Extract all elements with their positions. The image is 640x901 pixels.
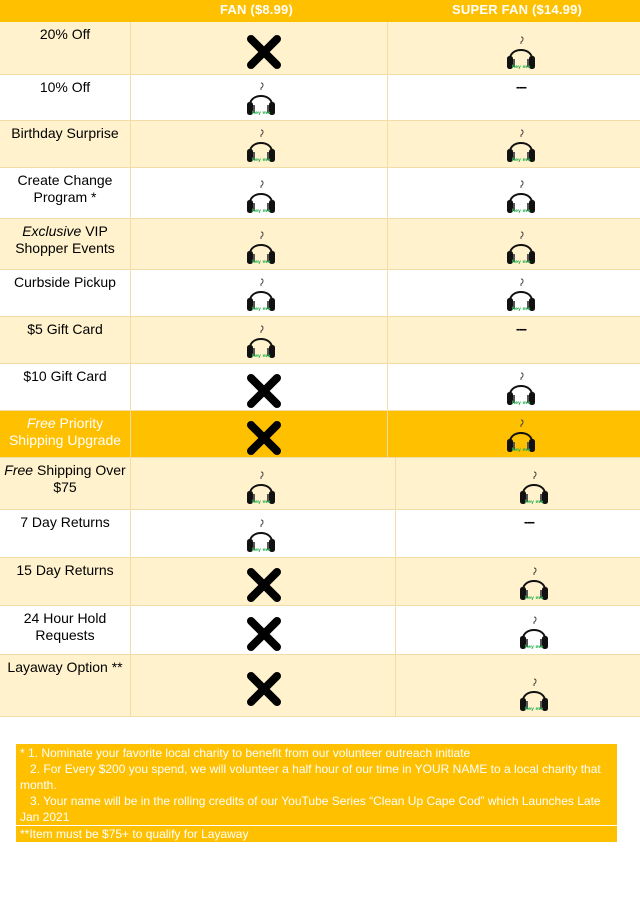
feature-label-text: 24 Hour Hold Requests [23,610,107,643]
svg-text:hey me: hey me [251,111,271,116]
svg-text:hey me: hey me [511,260,531,265]
svg-text:hey me: hey me [511,158,531,163]
fan-cell [130,219,387,269]
super-fan-tier-heading: SUPER FAN ($14.99) [452,2,583,17]
footnote-2: 2. For Every $200 you spend, we will volunteer a half hour of our time in YOUR NAME to a local charity that month. [20,762,605,792]
feature-label-italic: Free [4,462,34,478]
fan-cell [130,411,387,457]
svg-text:hey me: hey me [511,65,531,70]
feature-label-italic: Exclusive [22,223,82,239]
feature-label [0,168,130,218]
x-cross-icon [246,616,282,657]
fan-cell [130,317,387,363]
feature-label [0,121,130,167]
super-fan-cell [387,411,640,457]
feature-label-text: Birthday Surprise [11,125,119,141]
table-row [0,606,640,655]
headphones-icon [246,81,276,122]
svg-text:hey me: hey me [524,645,544,650]
feature-label-text: $5 Gift Card [27,321,103,337]
table-header [0,0,640,22]
super-fan-cell [387,219,640,269]
feature-label-text: 10% Off [39,79,91,95]
headphones-icon [506,35,536,76]
feature-label-text: Layaway Option ** [7,659,123,675]
super-fan-cell [387,75,640,120]
headphones-icon [246,128,276,169]
fan-cell [130,75,387,120]
fan-tier-heading: FAN ($8.99) [220,2,294,17]
feature-label-text: 7 Day Returns [20,514,110,530]
svg-text:hey me: hey me [511,307,531,312]
headphones-icon [519,566,549,607]
table-row [0,121,640,168]
feature-label-text: Priority Shipping Upgrade [8,415,122,448]
svg-text:hey me: hey me [251,260,271,265]
headphones-icon [246,518,276,559]
feature-label-text: 15 Day Returns [16,562,114,578]
svg-text:hey me: hey me [524,707,544,712]
super-fan-cell [387,168,640,218]
feature-label [0,558,130,605]
table-row [0,655,640,717]
feature-label [0,606,130,654]
headphones-icon [246,324,276,365]
headphones-icon [246,230,276,271]
svg-text:hey me: hey me [251,548,271,553]
table-row [0,510,640,558]
svg-text:hey me: hey me [511,401,531,406]
headphones-icon [506,230,536,271]
headphones-icon [519,615,549,656]
footnote-1: * 1. Nominate your favorite local charity to benefit from our volunteer outreach initiate [20,746,471,760]
table-row [0,75,640,121]
fan-cell [130,22,387,74]
table-row [0,364,640,411]
not-applicable-dash: --- [524,514,534,529]
svg-text:hey me: hey me [511,448,531,453]
footnote-3: 3. Your name will be in the rolling credits of our YouTube Series “Clean Up Cape Cod” which Launches Late Jan 2021 [20,794,604,824]
fan-cell [130,168,387,218]
fan-cell [130,121,387,167]
x-cross-icon [246,671,282,712]
svg-text:hey me: hey me [251,158,271,163]
feature-label [0,411,130,457]
super-fan-cell [387,270,640,316]
fan-cell [130,364,387,410]
super-fan-cell [395,458,640,509]
feature-label-text: Create Change Program * [17,172,113,205]
table-row [0,558,640,606]
feature-label [0,317,130,363]
feature-label-italic: Free [26,415,56,431]
headphones-icon [246,470,276,511]
feature-label [0,219,130,269]
feature-label-text: 20% Off [39,26,91,42]
x-cross-icon [246,373,282,414]
feature-label [0,22,130,74]
fan-cell [130,458,395,509]
headphones-icon [519,677,549,718]
fan-cell [130,558,395,605]
feature-label [0,655,130,716]
svg-text:hey me: hey me [251,307,271,312]
headphones-icon [519,470,549,511]
feature-label [0,75,130,120]
feature-label-text: Shipping Over $75 [33,462,126,495]
feature-label-text: Curbside Pickup [14,274,116,290]
table-row [0,411,640,458]
table-row [0,270,640,317]
feature-label-text: VIP Shopper Events [15,223,115,256]
fan-cell [130,510,395,557]
headphones-icon [506,128,536,169]
fan-cell [130,606,395,654]
feature-label [0,510,130,557]
fan-cell [130,655,395,716]
feature-label [0,364,130,410]
headphones-icon [506,277,536,318]
table-row [0,458,640,510]
fan-cell [130,270,387,316]
footnote-layaway: **Item must be $75+ to qualify for Layaway [16,825,617,842]
x-cross-icon [246,420,282,461]
footnotes [16,744,617,842]
svg-text:hey me: hey me [524,500,544,505]
feature-label [0,270,130,316]
svg-text:hey me: hey me [251,209,271,214]
feature-label [0,458,130,509]
svg-text:hey me: hey me [524,596,544,601]
table-row [0,317,640,364]
svg-text:hey me: hey me [251,500,271,505]
super-fan-cell [387,22,640,74]
headphones-icon [506,371,536,412]
x-cross-icon [246,34,282,75]
table-row [0,22,640,75]
super-fan-cell [387,121,640,167]
super-fan-cell [395,510,640,557]
svg-text:hey me: hey me [251,354,271,359]
super-fan-cell [395,606,640,654]
feature-label-text: $10 Gift Card [23,368,107,384]
not-applicable-dash: --- [516,321,526,336]
headphones-icon [246,277,276,318]
super-fan-cell [387,317,640,363]
headphones-icon [506,179,536,220]
headphones-icon [246,179,276,220]
svg-text:hey me: hey me [511,209,531,214]
headphones-icon [506,418,536,459]
table-row [0,168,640,219]
super-fan-cell [395,558,640,605]
table-row [0,219,640,270]
super-fan-cell [387,364,640,410]
not-applicable-dash: --- [516,79,526,94]
x-cross-icon [246,567,282,608]
super-fan-cell [395,655,640,716]
